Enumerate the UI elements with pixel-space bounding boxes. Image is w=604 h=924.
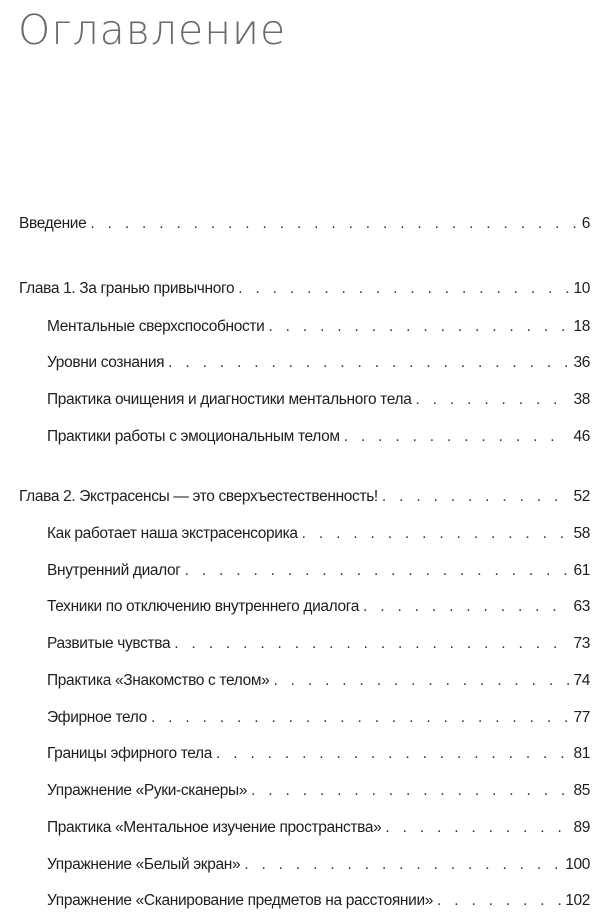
toc-entry[interactable] (47, 557, 590, 581)
dot-leader (415, 390, 569, 410)
toc-page-number: 10 (573, 280, 590, 297)
dot-leader (151, 708, 570, 728)
dot-leader (251, 781, 569, 801)
toc-entry[interactable] (47, 777, 590, 801)
toc-entry-label: Глава 1. За гранью привычного (19, 280, 235, 297)
toc-entry[interactable] (47, 423, 590, 447)
toc-page-number: 73 (573, 635, 590, 652)
toc-entry-label: Ментальные сверхспособности (47, 318, 265, 335)
toc-page-number: 89 (573, 819, 590, 836)
dot-leader (268, 317, 569, 337)
toc-entry[interactable] (47, 887, 590, 911)
toc-page-number: 52 (573, 488, 590, 505)
toc-entry-label: Развитые чувства (47, 635, 171, 652)
toc-entry-label: Уровни сознания (47, 354, 165, 371)
toc-entry[interactable] (47, 851, 590, 875)
toc-entry-introduction[interactable] (19, 210, 590, 234)
toc-entry-label: Упражнение «Белый экран» (47, 856, 241, 873)
toc-page-number: 81 (573, 745, 590, 762)
dot-leader (385, 818, 569, 838)
toc-entry[interactable] (47, 593, 590, 617)
toc-entry-label: Внутренний диалог (47, 562, 181, 579)
dot-leader (344, 427, 570, 447)
toc-entry-label: Упражнение «Руки-сканеры» (47, 782, 248, 799)
toc-page-number: 6 (581, 215, 590, 232)
toc-entry[interactable] (47, 386, 590, 410)
dot-leader (174, 634, 569, 654)
toc-entry[interactable] (47, 313, 590, 337)
toc-page-number: 100 (565, 856, 590, 873)
toc-entry-chapter-1[interactable] (19, 275, 590, 299)
dot-leader (302, 524, 570, 544)
page-title: Оглавление (18, 6, 287, 54)
toc-entry-label: Введение (19, 215, 87, 232)
dot-leader (437, 891, 561, 911)
toc-page-number: 74 (573, 672, 590, 689)
toc-entry-label: Практики работы с эмоциональным телом (47, 428, 340, 445)
toc-entry-label: Границы эфирного тела (47, 745, 213, 762)
dot-leader (168, 353, 569, 373)
toc-entry-label: Упражнение «Сканирование предметов на расстоянии» (47, 892, 434, 909)
toc-entry-label: Практика очищения и диагностики ментального тела (47, 391, 412, 408)
toc-page-number: 77 (573, 709, 590, 726)
toc-page-number: 61 (573, 562, 590, 579)
toc-entry[interactable] (47, 520, 590, 544)
toc-entry[interactable] (47, 630, 590, 654)
dot-leader (244, 855, 561, 875)
toc-entry-label: Практика «Ментальное изучение пространства» (47, 819, 382, 836)
toc-page-number: 58 (573, 525, 590, 542)
toc-entry-label: Глава 2. Экстрасенсы — это сверхъестественность! (19, 488, 378, 505)
toc-entry[interactable] (47, 349, 590, 373)
dot-leader (382, 487, 570, 507)
dot-leader (273, 671, 569, 691)
toc-entry-label: Практика «Знакомство с телом» (47, 672, 270, 689)
toc-page-number: 36 (573, 354, 590, 371)
toc-entry-chapter-2[interactable] (19, 483, 590, 507)
dot-leader (363, 597, 569, 617)
toc-entry-label: Техники по отключению внутреннего диалога (47, 598, 360, 615)
dot-leader (185, 561, 570, 581)
toc-entry-label: Эфирное тело (47, 709, 147, 726)
toc-entry[interactable] (47, 740, 590, 764)
toc-page-number: 63 (573, 598, 590, 615)
toc-page-number: 18 (573, 318, 590, 335)
toc-entry-label: Как работает наша экстрасенсорика (47, 525, 298, 542)
toc-page-number: 46 (573, 428, 590, 445)
toc-entry[interactable] (47, 667, 590, 691)
dot-leader (238, 279, 569, 299)
toc-entry[interactable] (47, 814, 590, 838)
toc-page-number: 102 (565, 892, 590, 909)
toc-entry[interactable] (47, 704, 590, 728)
toc-page-number: 38 (573, 391, 590, 408)
dot-leader (216, 744, 569, 764)
toc-page-number: 85 (573, 782, 590, 799)
dot-leader (90, 214, 577, 234)
